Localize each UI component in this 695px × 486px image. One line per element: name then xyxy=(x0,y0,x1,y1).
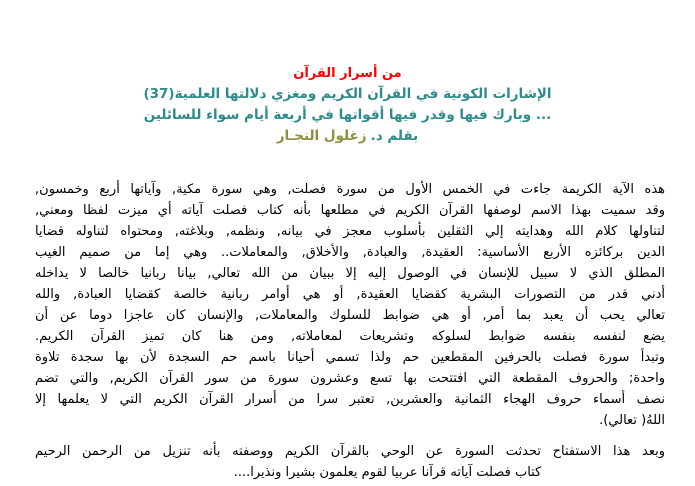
paragraph-1 xyxy=(35,179,665,347)
text-line: اللهُ( تعالي). xyxy=(599,413,665,428)
text-line: وتبدأ سورة فصلت بالحرفين المقطعين حم ولذا تسمي أحيانا باسم حم السجدة لأن بها سجدة تلاوة xyxy=(35,350,665,365)
text-line: نصف أسماء حروف الهجاء الثمانية والعشرين, تعتبر سرا من أسرار القرآن الكريم التي لا يعلمها إلا xyxy=(35,392,665,407)
article-body xyxy=(0,179,695,483)
byline xyxy=(0,126,695,147)
text-line: أدني قدر من التصورات البشرية كقضايا العقيدة, أو هي أوامر ربانية خالصة كقضايا العبادة, والله xyxy=(35,287,665,302)
paragraph-gap xyxy=(35,431,665,441)
byline-author: زغلول النجـار xyxy=(276,128,367,144)
article-subtitle-verse: ... وبارك فيها وقدر فيها أقواتها في أربعة أيام سواء للسائلين xyxy=(143,107,552,123)
text-line: يضع لنفسه بنفسه ضوابط لسلوكه وتشريعات لمعاملاته, ومن هنا كان تميز القرآن الكريم. xyxy=(35,329,665,344)
text-line: واحدة; والحروف المقطعة التي افتتحت بها تسع وعشرون سورة من سور القرآن الكريم, والتي تضم xyxy=(35,371,665,386)
text-line: لتناولها كلام الله وهدايته إلي الثقلين بأسلوب معجز في بيانه, ونظمه, وبلاغته, ومحتواه لتناوله قضايا xyxy=(35,224,665,239)
document-header xyxy=(0,0,695,147)
text-line: هذه الآية الكريمة جاءت في الخمس الأول من سورة فصلت, وهي سورة مكية, وآياتها أربع وخمسون, xyxy=(35,182,665,197)
paragraph-4-quote xyxy=(35,462,665,483)
text-line: تعالي يحب أن يعبد بما أمر, أو هي ضوابط للسلوك والمعاملات, والإنسان كان عاجزا دوما عن أن xyxy=(35,308,665,323)
text-line: المطلق الذي لا سبيل للإنسان في الوصول إليه إلا ببيان من الله تعالي, بيانا ربانيا خالصا لا يداخله xyxy=(35,266,665,281)
text-line: الدين بركائزه الأربع الأساسية: العقيدة, والعبادة, والأخلاق, والمعاملات.. وهي إما من صميم الغيب xyxy=(35,245,665,260)
quran-quote-line: كتاب فصلت آياته قرآنا عربيا لقوم يعلمون بشيرا ونذيرا.... xyxy=(233,465,542,480)
text-line: وبعد هذا الاستفتاح تحدثت السورة عن الوحي بالقرآن الكريم ووصفته بأنه تنزيل من الرحمن الرحيم xyxy=(35,444,665,459)
series-kicker: من أسرار القرآن xyxy=(293,66,402,81)
article-title: الإشارات الكونية في القرآن الكريم ومغزي دلالتها العلمية(37) xyxy=(143,86,552,102)
paragraph-2 xyxy=(35,347,665,431)
paragraph-3 xyxy=(35,441,665,462)
text-line: وقد سميت بهذا الاسم لوصفها القرآن الكريم في مطلعها بأنه كتاب فصلت آياته أي ميزت لفظا ومعني, xyxy=(35,203,665,218)
byline-prefix: بقلم د. xyxy=(370,128,419,144)
